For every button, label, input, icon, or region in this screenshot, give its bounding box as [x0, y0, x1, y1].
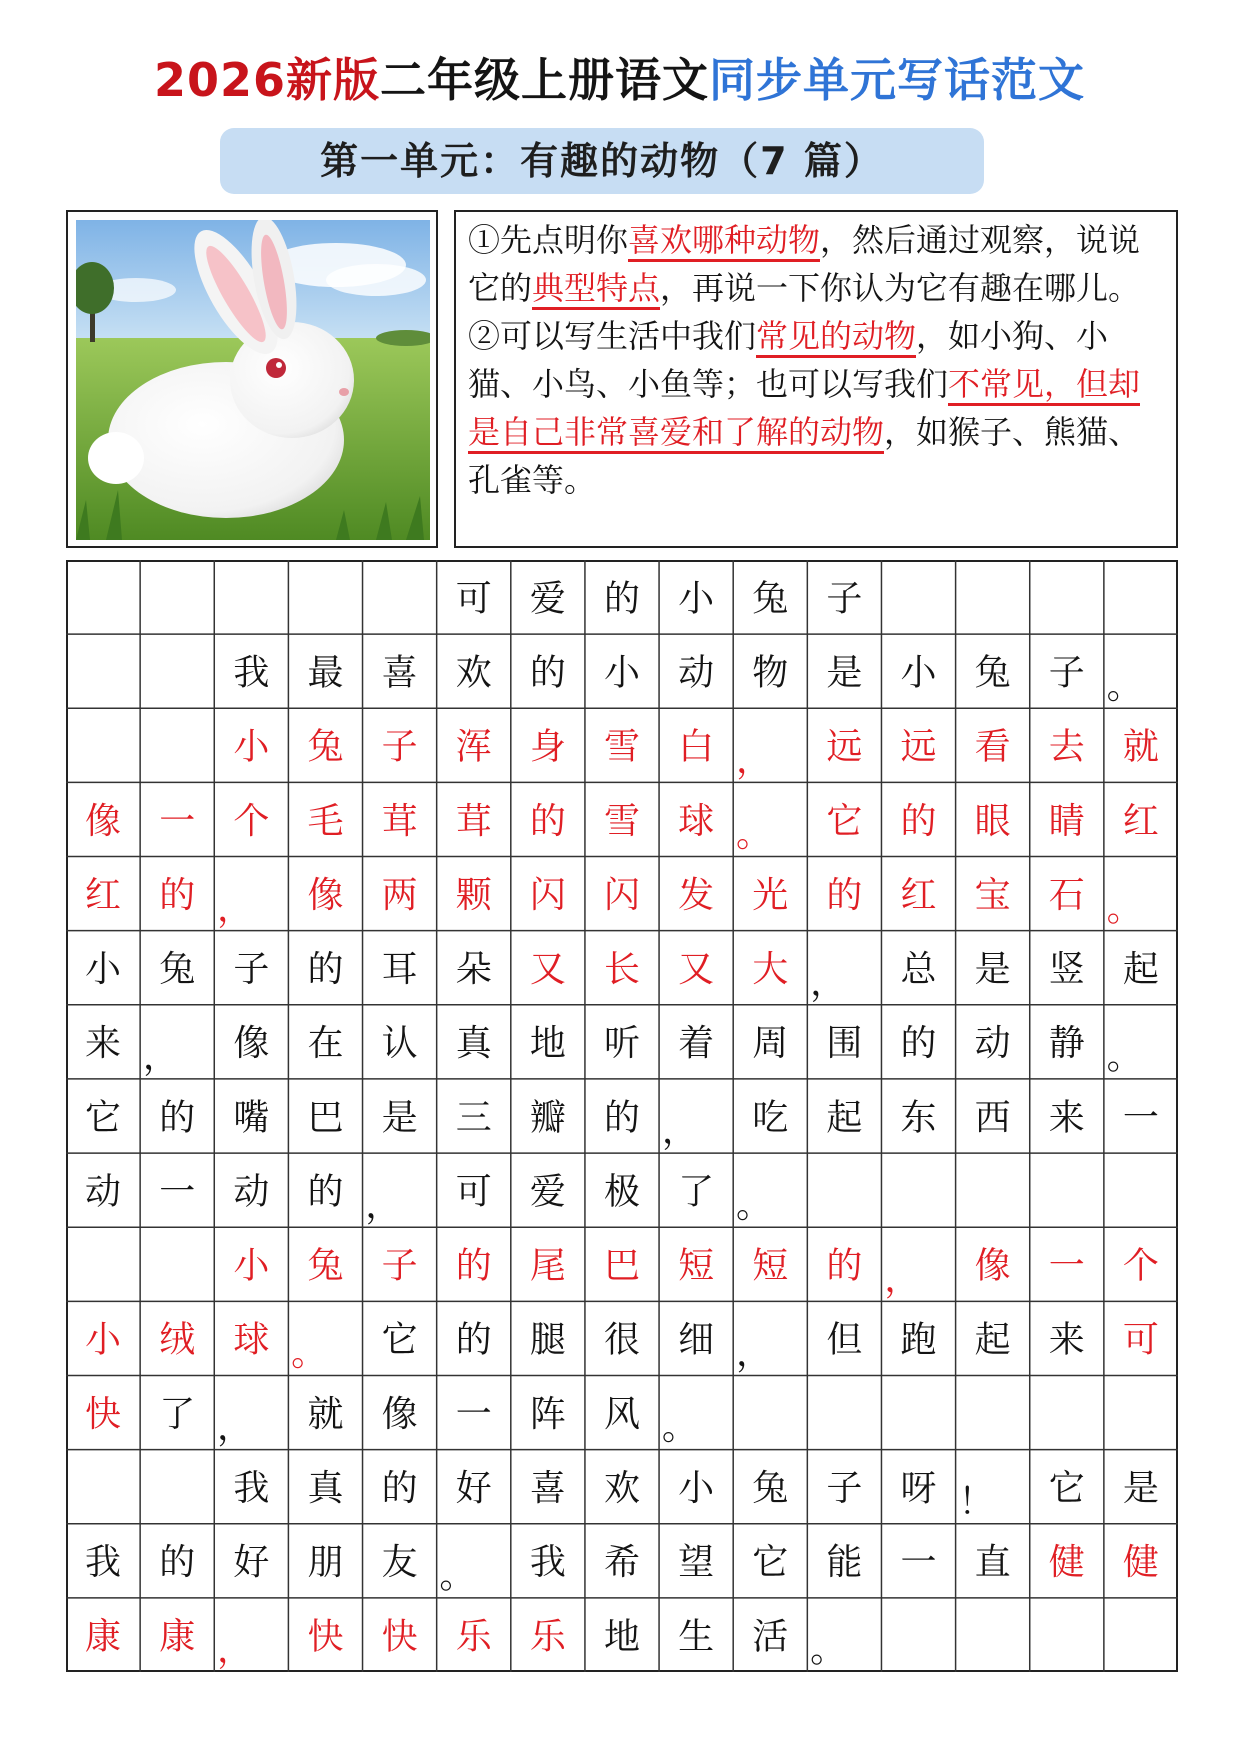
- title-year-edition: 2026新版: [153, 53, 381, 107]
- grid-char: 又: [678, 949, 715, 991]
- grid-char: 就: [1122, 726, 1159, 768]
- grid-char: 雪: [603, 800, 641, 842]
- grid-char: 的: [159, 874, 196, 916]
- grid-char: 大: [752, 949, 789, 991]
- grid-char: 。: [291, 1333, 328, 1375]
- grid-char: 的: [455, 1319, 492, 1361]
- grid-char: 远: [826, 726, 863, 768]
- grid-char: 茸: [455, 800, 492, 842]
- grid-char: 兔: [307, 726, 344, 768]
- grid-char: 的: [900, 1023, 937, 1065]
- grid-char: 乐: [529, 1616, 566, 1658]
- grid-char: 两: [381, 874, 418, 916]
- title-topic: 同步单元写话范文: [709, 53, 1086, 107]
- grid-char: 一: [1048, 1245, 1085, 1287]
- grid-char: 球: [233, 1319, 270, 1361]
- tip-text: ，然后通过观察，说说它的: [468, 221, 1141, 307]
- grid-char: 茸: [381, 800, 418, 842]
- grid-char: 身: [529, 726, 566, 768]
- grid-char: 嘴: [233, 1097, 270, 1139]
- grid-char: 瓣: [529, 1097, 566, 1139]
- grid-char: 巴: [307, 1097, 344, 1139]
- grid-char: 的: [529, 652, 566, 694]
- grid-char: 。: [735, 814, 772, 856]
- grid-char: 浑: [455, 726, 492, 768]
- grid-char: 一: [159, 800, 196, 842]
- grid-char: 的: [900, 800, 937, 842]
- grid-char: 喜: [381, 652, 418, 694]
- grid-char: 爱: [529, 578, 566, 620]
- grid-char: 子: [381, 726, 418, 768]
- grid-char: 东: [900, 1097, 937, 1139]
- grid-char: 能: [826, 1542, 863, 1584]
- grid-char: 跑: [900, 1319, 937, 1361]
- grid-char: 我: [85, 1542, 122, 1584]
- grid-char: 子: [1048, 652, 1085, 694]
- grid-char: 。: [810, 1629, 847, 1671]
- grid-char: 极: [603, 1171, 641, 1213]
- grid-char: 朵: [455, 949, 492, 991]
- grid-char: 动: [678, 652, 715, 694]
- rabbit-illustration: [76, 220, 430, 540]
- grid-char: 最: [307, 652, 344, 694]
- tip-text: ，再说一下你认为它有趣在哪儿。: [660, 269, 1141, 307]
- grid-char: 动: [974, 1023, 1011, 1065]
- grid-char: 的: [603, 578, 641, 620]
- grid-char: 小: [85, 1319, 122, 1361]
- grid-char: 雪: [603, 726, 641, 768]
- writing-grid: [66, 560, 1178, 1672]
- grid-char: 白: [678, 726, 715, 768]
- grid-char: 个: [233, 800, 270, 842]
- grid-char: 小: [233, 726, 270, 768]
- grid-char: 真: [455, 1023, 492, 1065]
- grid-char: 了: [678, 1171, 715, 1213]
- grid-char: 我: [233, 1468, 270, 1510]
- grid-char: 着: [678, 1023, 715, 1065]
- grid-char: 长: [603, 949, 641, 991]
- grid-char: 就: [307, 1393, 344, 1435]
- grid-char: 直: [974, 1542, 1011, 1584]
- grid-char: 光: [752, 874, 789, 916]
- grid-char: 周: [752, 1023, 789, 1065]
- tip-2: [468, 312, 1166, 504]
- grid-char: 像: [974, 1245, 1011, 1287]
- grid-char: 眼: [974, 800, 1011, 842]
- grid-char: 绒: [159, 1319, 196, 1361]
- grid-char: 耳: [381, 949, 418, 991]
- grid-char: 起: [1122, 949, 1159, 991]
- grid-char: 宝: [974, 874, 1011, 916]
- grid-char: 远: [900, 726, 937, 768]
- grid-char: 来: [1048, 1319, 1085, 1361]
- tip-text: ，如小狗、小猫、小鸟、小鱼等；也可以写我们: [468, 317, 1109, 403]
- grid-char: 子: [233, 949, 270, 991]
- grid-char: 。: [1106, 1036, 1143, 1078]
- grid-char: 认: [381, 1023, 418, 1065]
- rabbit-photo-frame: [66, 210, 438, 548]
- grid-char: 小: [233, 1245, 270, 1287]
- grid-char: 像: [233, 1023, 270, 1065]
- tip-highlight: 常见的动物: [756, 317, 916, 358]
- grid-char: ，: [365, 1184, 402, 1226]
- grid-char: 颗: [455, 874, 492, 916]
- grid-char: 小: [678, 578, 715, 620]
- tip-highlight: 不常见，但却是自己非常喜爱和了解的动物: [468, 365, 1140, 454]
- grid-char: 朋: [307, 1542, 344, 1584]
- grid-char: 一: [159, 1171, 196, 1213]
- grid-char: 小: [603, 652, 641, 694]
- tip-text: ①先点明你: [468, 221, 629, 259]
- grid-char: 很: [603, 1319, 641, 1361]
- grid-char: 睛: [1048, 800, 1085, 842]
- grid-char: 康: [159, 1616, 196, 1658]
- grid-char: 三: [455, 1097, 492, 1139]
- grid-char: 竖: [1048, 949, 1085, 991]
- grid-char: 动: [85, 1171, 122, 1213]
- grid-char: 物: [752, 652, 789, 694]
- grid-char: 兔: [752, 578, 789, 620]
- grid-char: 地: [529, 1023, 566, 1065]
- grid-char: 欢: [455, 652, 492, 694]
- grid-char: ！: [958, 1481, 995, 1523]
- grid-char: 短: [678, 1245, 715, 1287]
- grid-char: 乐: [455, 1616, 492, 1658]
- grid-char: 短: [752, 1245, 789, 1287]
- grid-char: 它: [826, 800, 863, 842]
- grid-char: 真: [307, 1468, 344, 1510]
- grid-char: 的: [159, 1097, 196, 1139]
- grid-char: 小: [678, 1468, 715, 1510]
- grid-char: 动: [233, 1171, 270, 1213]
- grid-char: 一: [455, 1393, 492, 1435]
- grid-char: 的: [826, 874, 863, 916]
- grid-char: ，: [217, 1629, 254, 1671]
- grid-char: 总: [900, 949, 937, 991]
- grid-char: ，: [142, 1036, 179, 1078]
- grid-char: 是: [381, 1097, 418, 1139]
- grid-char: 又: [529, 949, 566, 991]
- grid-char: 希: [603, 1542, 641, 1584]
- grid-char: 。: [735, 1184, 772, 1226]
- tip-highlight: 喜欢哪种动物: [628, 221, 820, 262]
- grid-char: 健: [1048, 1542, 1085, 1584]
- unit-banner: 第一单元：有趣的动物（7 篇）: [220, 128, 984, 194]
- grid-char: 一: [900, 1542, 937, 1584]
- grid-char: 快: [307, 1616, 344, 1658]
- page-title: [0, 44, 1239, 110]
- grid-char: ，: [810, 962, 847, 1004]
- grid-char: 可: [1122, 1319, 1159, 1361]
- grid-char: 小: [900, 652, 937, 694]
- grid-char: 子: [381, 1245, 418, 1287]
- grid-char: 可: [455, 1171, 492, 1213]
- grid-char: 的: [529, 800, 566, 842]
- grid-char: 阵: [529, 1393, 566, 1435]
- grid-char: 起: [974, 1319, 1011, 1361]
- grid-char: 红: [85, 874, 122, 916]
- grid-char: 小: [85, 949, 122, 991]
- grid-char: 的: [159, 1542, 196, 1584]
- grid-char: 生: [678, 1616, 715, 1658]
- grid-char: 红: [1122, 800, 1159, 842]
- grid-char: 它: [85, 1097, 122, 1139]
- grid-char: 看: [974, 726, 1011, 768]
- grid-char: 是: [1122, 1468, 1159, 1510]
- grid-char: 腿: [529, 1319, 566, 1361]
- grid-char: 是: [974, 949, 1011, 991]
- grid-char: 的: [381, 1468, 418, 1510]
- grid-char: 细: [678, 1319, 715, 1361]
- grid-char: 喜: [529, 1468, 566, 1510]
- grid-char: 西: [974, 1097, 1011, 1139]
- grid-char: 活: [752, 1616, 789, 1658]
- grid-char: 爱: [529, 1171, 566, 1213]
- grid-char: 是: [826, 652, 863, 694]
- tip-text: ，如猴子、熊猫、孔雀等。: [468, 413, 1141, 499]
- tip-highlight: 典型特点: [532, 269, 660, 310]
- tip-1: [468, 216, 1166, 312]
- grid-char: 发: [678, 874, 715, 916]
- grid-char: 像: [85, 800, 122, 842]
- grid-char: ，: [217, 888, 254, 930]
- grid-char: 闪: [529, 874, 566, 916]
- grid-char: 它: [752, 1542, 789, 1584]
- grid-char: 尾: [529, 1245, 566, 1287]
- grid-char: 个: [1122, 1245, 1159, 1287]
- grid-char: 静: [1048, 1023, 1085, 1065]
- grid-char: 。: [1106, 888, 1143, 930]
- grid-char: 。: [1106, 665, 1143, 707]
- grid-char: 。: [661, 1407, 698, 1449]
- title-grade-subject: 二年级上册语文: [380, 53, 710, 107]
- grid-char: ，: [735, 740, 772, 782]
- grid-char: 来: [1048, 1097, 1085, 1139]
- grid-char: 听: [603, 1023, 641, 1065]
- grid-char: 子: [826, 578, 863, 620]
- grid-char: 闪: [603, 874, 641, 916]
- grid-char: 的: [455, 1245, 492, 1287]
- grid-char: 好: [455, 1468, 492, 1510]
- grid-char: ，: [217, 1407, 254, 1449]
- grid-char: 快: [381, 1616, 418, 1658]
- grid-char: 欢: [603, 1468, 641, 1510]
- grid-char: 石: [1048, 874, 1085, 916]
- grid-char: 我: [529, 1542, 566, 1584]
- grid-char: 围: [826, 1023, 863, 1065]
- writing-tips-box: [454, 210, 1178, 548]
- grid-char: ，: [661, 1110, 698, 1152]
- grid-char: 我: [233, 652, 270, 694]
- grid-char: 起: [826, 1097, 863, 1139]
- grid-char: 呀: [900, 1468, 937, 1510]
- grid-char: 它: [381, 1319, 418, 1361]
- tip-text: ②可以写生活中我们: [468, 317, 757, 355]
- grid-char: 的: [603, 1097, 641, 1139]
- grid-char: 的: [826, 1245, 863, 1287]
- grid-char: 康: [85, 1616, 122, 1658]
- grid-char: 的: [307, 949, 344, 991]
- grid-char: 子: [826, 1468, 863, 1510]
- grid-char: 望: [678, 1542, 715, 1584]
- grid-char: 的: [307, 1171, 344, 1213]
- grid-char: 兔: [974, 652, 1011, 694]
- grid-char: 快: [85, 1393, 122, 1435]
- grid-char: ，: [884, 1258, 921, 1300]
- grid-char: 吃: [752, 1097, 789, 1139]
- grid-char: 兔: [752, 1468, 789, 1510]
- grid-char: 了: [159, 1393, 196, 1435]
- grid-char: 它: [1048, 1468, 1085, 1510]
- grid-char: 红: [900, 874, 937, 916]
- grid-char: 巴: [603, 1245, 641, 1287]
- grid-char: 像: [381, 1393, 418, 1435]
- grid-char: 健: [1122, 1542, 1159, 1584]
- grid-char: 毛: [307, 800, 344, 842]
- grid-char: 可: [455, 578, 492, 620]
- grid-char: 。: [439, 1555, 476, 1597]
- grid-char: 一: [1122, 1097, 1159, 1139]
- grid-char: 好: [233, 1542, 270, 1584]
- grid-char: 球: [678, 800, 715, 842]
- grid-char: 风: [603, 1393, 641, 1435]
- grid-char: 像: [307, 874, 344, 916]
- grid-char: 来: [85, 1023, 122, 1065]
- grid-char: 去: [1048, 726, 1085, 768]
- grid-char: 地: [603, 1616, 641, 1658]
- grid-char: 但: [826, 1319, 863, 1361]
- grid-char: ，: [735, 1333, 772, 1375]
- grid-char: 在: [307, 1023, 344, 1065]
- grid-char: 友: [381, 1542, 418, 1584]
- grid-char: 兔: [307, 1245, 344, 1287]
- grid-char: 兔: [159, 949, 196, 991]
